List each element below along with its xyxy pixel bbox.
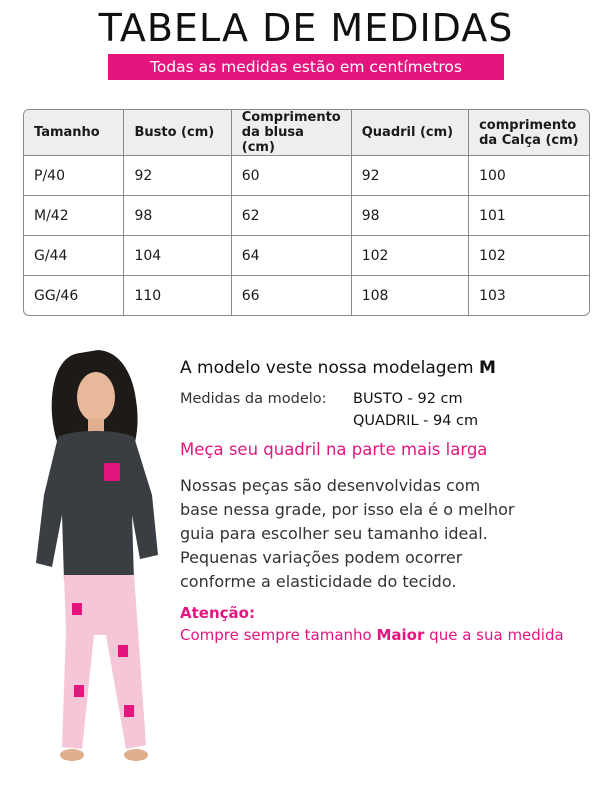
model-left-foot [60, 749, 84, 761]
attention-text-after: que a sua medida [429, 626, 564, 644]
attention-text-before: Compre sempre tamanho [180, 626, 372, 644]
model-measures-label: Medidas da modelo: [180, 391, 327, 407]
cell-calca: 103 [479, 287, 506, 304]
sizing-paragraph [180, 474, 580, 594]
model-face [77, 372, 115, 422]
cell-size: GG/46 [24, 276, 124, 315]
cell-size: P/40 [24, 156, 124, 196]
cell-busto: 92 [124, 156, 231, 196]
attention-title: Atenção: [180, 604, 255, 622]
table-row [24, 276, 589, 315]
paragraph-line: base nessa grade, por isso ela é o melhor [180, 500, 515, 519]
units-banner: Todas as medidas estão em centímetros [108, 54, 504, 80]
cell-calca: 100 [469, 156, 589, 196]
page-title: TABELA DE MEDIDAS [98, 6, 514, 50]
attention-text [180, 626, 564, 644]
model-photo [28, 345, 188, 785]
pants-print [74, 685, 84, 697]
pants-print [118, 645, 128, 657]
hip-tip: Meça seu quadril na parte mais larga [180, 440, 488, 459]
pants-print [72, 603, 82, 615]
cell-busto: 110 [124, 276, 231, 315]
cell-calca: 101 [469, 196, 589, 236]
paragraph-line: conforme a elasticidade do tecido. [180, 572, 457, 591]
model-busto: BUSTO - 92 cm [353, 391, 463, 407]
cell-quadril: 98 [352, 196, 469, 236]
model-neck [88, 419, 104, 433]
model-size-prefix: A modelo veste nossa modelagem [180, 358, 474, 378]
paragraph-line: Pequenas variações podem ocorrer [180, 548, 463, 567]
paragraph-line: Nossas peças são desenvolvidas com [180, 476, 481, 495]
model-pants [62, 575, 146, 749]
cell-blusa: 66 [232, 276, 352, 315]
header-quadril: Quadril (cm) [352, 110, 469, 156]
model-quadril: QUADRIL - 94 cm [353, 413, 479, 429]
cell-calca: 102 [469, 236, 589, 276]
model-right-foot [124, 749, 148, 761]
attention-text-bold: Maior [376, 626, 425, 644]
cell-size: M/42 [24, 196, 124, 236]
table-row [24, 156, 589, 196]
cell-quadril: 108 [352, 276, 469, 315]
header-comprimento-blusa: Comprimento da blusa (cm) [232, 110, 352, 156]
pants-print [124, 705, 134, 717]
size-table [23, 109, 590, 316]
model-size-line [180, 358, 496, 378]
cell-quadril: 102 [352, 236, 469, 276]
table-row [24, 236, 589, 276]
cell-blusa: 60 [232, 156, 352, 196]
cell-quadril: 92 [352, 156, 469, 196]
cell-blusa: 64 [232, 236, 352, 276]
model-size-letter: M [478, 358, 496, 378]
shirt-pocket-print [104, 463, 120, 481]
header-comprimento-calca: comprimento da Calça (cm) [469, 110, 589, 156]
header-busto: Busto (cm) [124, 110, 231, 156]
header-tamanho: Tamanho [24, 110, 124, 156]
paragraph-line: guia para escolher seu tamanho ideal. [180, 524, 488, 543]
table-row [24, 196, 589, 236]
table-header-row [24, 110, 589, 156]
cell-size: G/44 [24, 236, 124, 276]
cell-blusa: 62 [232, 196, 352, 236]
cell-busto: 104 [124, 236, 231, 276]
cell-busto: 98 [124, 196, 231, 236]
model-shirt [36, 431, 158, 580]
